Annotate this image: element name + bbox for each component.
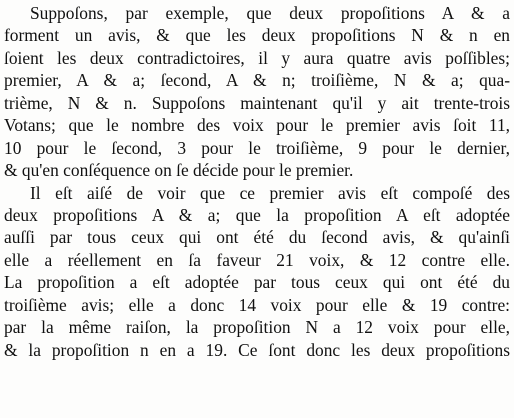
- text-line-7: 10 pour le ſecond, 3 pour le troiſième, 9 pour le dernier,: [4, 137, 510, 158]
- text-line-1: Suppoſons, par exemple, que deux propoſitions A & a: [30, 3, 510, 23]
- page-text: [4, 2, 510, 361]
- text-line-10: deux propoſitions A & a; que la propoſition A eſt adoptée: [4, 204, 510, 225]
- text-line-6: Votans; que le nombre des voix pour le premier avis ſoit 11,: [4, 115, 510, 136]
- text-line-12: elle a réellement en ſa faveur 21 voix, & 12 contre elle.: [4, 249, 510, 270]
- text-line-9: Il eſt aiſé de voir que ce premier avis eſt compoſé des: [30, 182, 510, 203]
- text-line-4: premier, A & a; ſecond, A & n; troiſième, N & a; qua-: [4, 70, 510, 91]
- text-line-11: auſſi par tous ceux qui ont été du ſecond avis, & qu'ainſi: [4, 227, 510, 248]
- text-line-3: ſoient les deux contradictoires, il y aura quatre avis poſſibles;: [4, 47, 510, 68]
- text-line-14: troiſième avis; elle a donc 14 voix pour elle & 19 contre:: [4, 294, 510, 315]
- text-line-8: & qu'en conſéquence on ſe décide pour le premier.: [4, 160, 354, 181]
- text-line-15: par la même raiſon, la propoſition N a 12 voix pour elle,: [4, 317, 510, 338]
- text-line-13: La propoſition a eſt adoptée par tous ceux qui ont été du: [4, 272, 510, 293]
- text-line-5: trième, N & n. Suppoſons maintenant qu'il y ait trente-trois: [4, 92, 510, 113]
- text-line-2: forment un avis, & que les deux propoſitions N & n en: [4, 25, 510, 46]
- text-line-16: & la propoſition n en a 19. Ce ſont donc les deux propoſitions: [4, 339, 510, 360]
